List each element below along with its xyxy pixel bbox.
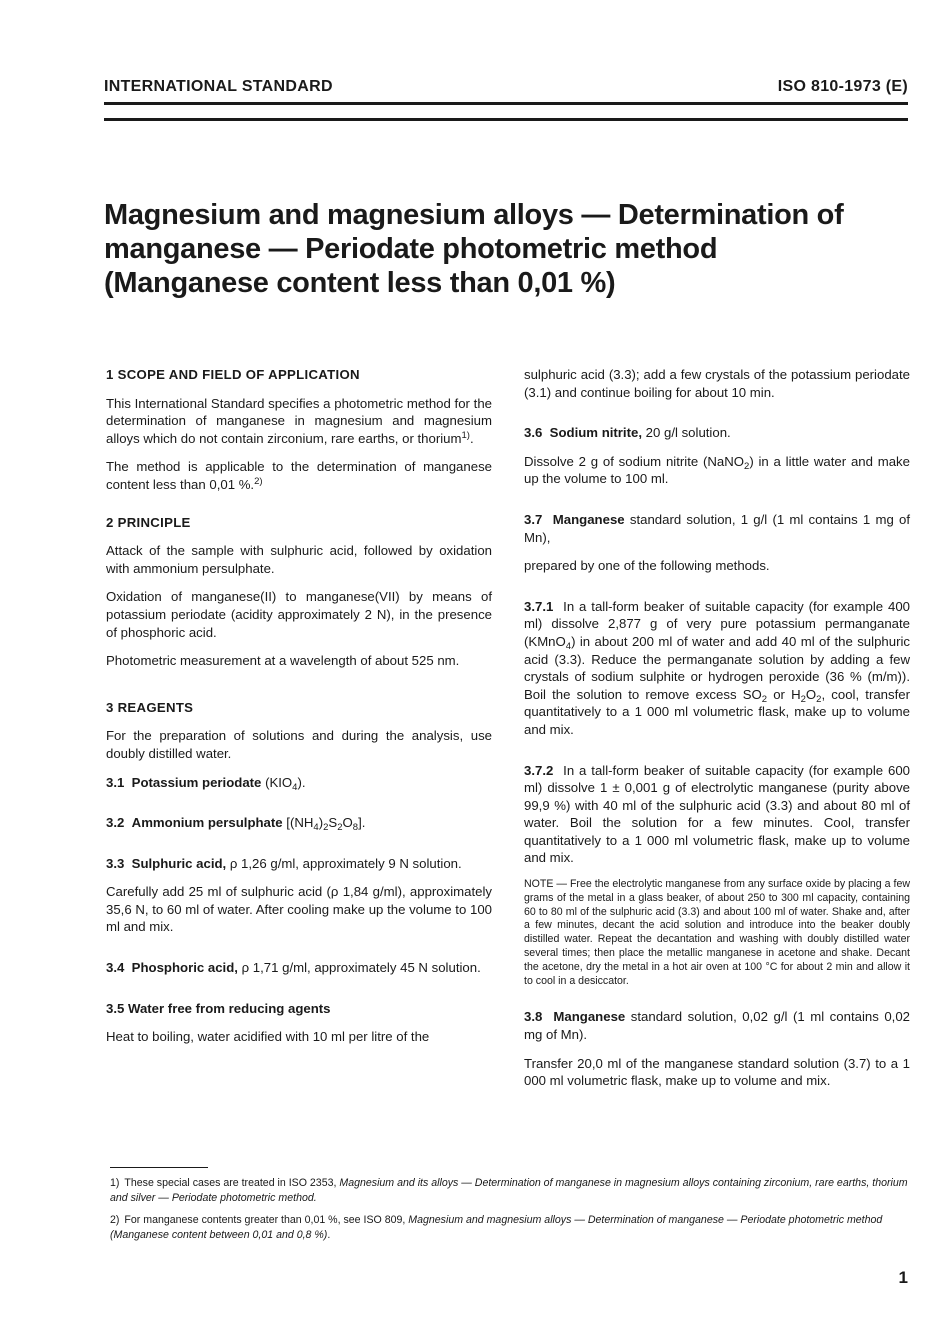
header-standard-label: INTERNATIONAL STANDARD: [104, 78, 333, 95]
section-2-paragraph-1: Attack of the sample with sulphuric acid, followed by oxidation with ammonium persulphate.: [106, 543, 492, 576]
section-2-paragraph-3: Photometric measurement at a wavelength of about 525 nm.: [106, 653, 460, 669]
header-rule-top: [104, 102, 908, 105]
reagent-3-5-paragraph: Heat to boiling, water acidified with 10 ml per litre of the: [106, 1029, 430, 1045]
footnote-ref-2: 2): [254, 475, 263, 487]
footnote-rule: [110, 1167, 208, 1168]
reagent-3-8: 3.8 Manganese standard solution, 0,02 g/l (1 ml contains 0,02 mg of Mn).: [524, 1009, 911, 1043]
title-line-3: (Manganese content less than 0,01 %): [104, 267, 616, 299]
section-1-heading: 1 SCOPE AND FIELD OF APPLICATION: [106, 367, 360, 382]
section-2-heading: 2 PRINCIPLE: [106, 514, 191, 530]
reagent-3-6-preparation: Dissolve 2 g of sodium nitrite (NaNO$_2$) in a little water and make up the volume to 100 ml.: [524, 453, 910, 487]
footnote-ref-1: 1): [461, 429, 470, 441]
reagent-3-5-heading: 3.5 Water free from reducing agents: [106, 1000, 331, 1016]
reagent-3-7-methods: prepared by one of the following methods.: [524, 558, 770, 574]
right-column: [524, 366, 910, 1101]
title-line-1: Magnesium and magnesium alloys — Determination of: [104, 199, 844, 231]
section-3-heading: 3 REAGENTS: [106, 699, 194, 715]
header-rule-bottom: [104, 118, 908, 121]
document-title: [104, 198, 924, 300]
page-number: 1: [898, 1268, 908, 1287]
left-column: [106, 366, 492, 1057]
reagent-3-3-preparation: Carefully add 25 ml of sulphuric acid (ρ 1,84 g/ml), approximately 35,6 N, to 60 ml of water. After cooling make up the volume to 100 ml and mix.: [106, 884, 492, 935]
title-line-2: manganese — Periodate photometric method: [104, 233, 718, 265]
reagent-3-4: 3.4 Phosphoric acid, ρ 1,71 g/ml, approximately 45 N solution.: [106, 960, 481, 976]
reagent-3-7-2: 3.7.2 In a tall-form beaker of suitable capacity (for example 600 ml) dissolve 1 ± 0,001 g of electrolytic manganese (purity above 99,9 %) with 40 ml of the sulphuric acid (3.3) and about 80 ml of water. Boil the solution for a few minutes. Cool, transfer quantitatively to a 1 000 ml volumetric flask, make up to volume and mix.: [524, 762, 911, 866]
reagent-3-8-preparation: Transfer 20,0 ml of the manganese standard solution (3.7) to a 1 000 ml volumetric flask, make up to volume and mix.: [524, 1055, 910, 1089]
note-electrolytic-manganese: NOTE — Free the electrolytic manganese from any surface oxide by placing a few grams of the metal in a glass beaker, of about 250 to 300 ml capacity, containing 60 to 80 ml of the sulphuric acid (3.3) and about 100 ml of water. Shake and, after a few minutes, decant the acid solution and introduce into the beaker doubly distilled water. Repeat the decantation and washing with doubly distilled water several times; then place the metallic manganese in acetone and shake. Decant the acetone, dry the metal in a hot air oven at 100 °C for about 2 min and allow it to cool in a desiccator.: [524, 878, 910, 987]
header-document-number: ISO 810-1973 (E): [777, 78, 908, 95]
footnote-2: 2) For manganese contents greater than 0,01 %, see ISO 809, Magnesium and magnesium alloys — Determination of manganese — Periodate photometric method (Manganese content between 0,01 and 0,8 %).: [110, 1214, 883, 1241]
reagent-3-7: 3.7 Manganese standard solution, 1 g/l (1 ml contains 1 mg of Mn),: [524, 511, 910, 545]
section-1-paragraph-1: This International Standard specifies a photometric method for the determination of manganese in magnesium and magnesium alloys which do not contain zirconium, rare earths, or thorium$^{1)}$.: [106, 395, 492, 446]
section-3-paragraph-1: For the preparation of solutions and during the analysis, use doubly distilled water.: [106, 728, 492, 761]
section-1-paragraph-2: The method is applicable to the determination of manganese content less than 0,01 %.$^{2)}$: [106, 459, 492, 492]
reagent-3-5-continuation: sulphuric acid (3.3); add a few crystals of the potassium periodate (3.1) and continue boiling for about 10 min.: [524, 367, 910, 400]
reagent-3-7-1: 3.7.1 In a tall-form beaker of suitable capacity (for example 400 ml) dissolve 2,877 g of very pure potassium permanganate (KMnO$_4$) in about 200 ml of water and add 40 ml of the sulphuric acid (3.3). Reduce the permanganate solution by adding a few crystals of sodium sulphite or hydrogen peroxide (36 % (m/m)). Boil the solution to remove excess $SO_2$ or $H_2O_2$, cool, transfer quantitatively to a 1 000 ml volumetric flask, make up to volume and mix.: [524, 598, 911, 737]
reagent-3-3: 3.3 Sulphuric acid, ρ 1,26 g/ml, approximately 9 N solution.: [106, 855, 462, 871]
footnote-1: 1) These special cases are treated in ISO 2353, Magnesium and its alloys — Determination of manganese in magnesium alloys containing zirconium, rare earths, thorium and silver — Periodate photometric method.: [110, 1177, 908, 1204]
reagent-3-6: 3.6 Sodium nitrite, 20 g/l solution.: [524, 425, 731, 441]
section-2-paragraph-2: Oxidation of manganese(II) to manganese(VII) by means of potassium periodate (acidity approximately 2 N), in the presence of phosphoric acid.: [106, 589, 492, 640]
reagent-3-1: 3.1 Potassium periodate $(KIO_4)$.: [106, 774, 306, 793]
reagent-3-2: 3.2 Ammonium persulphate $[(NH_4)_2S_2O_8]$.: [106, 815, 366, 834]
